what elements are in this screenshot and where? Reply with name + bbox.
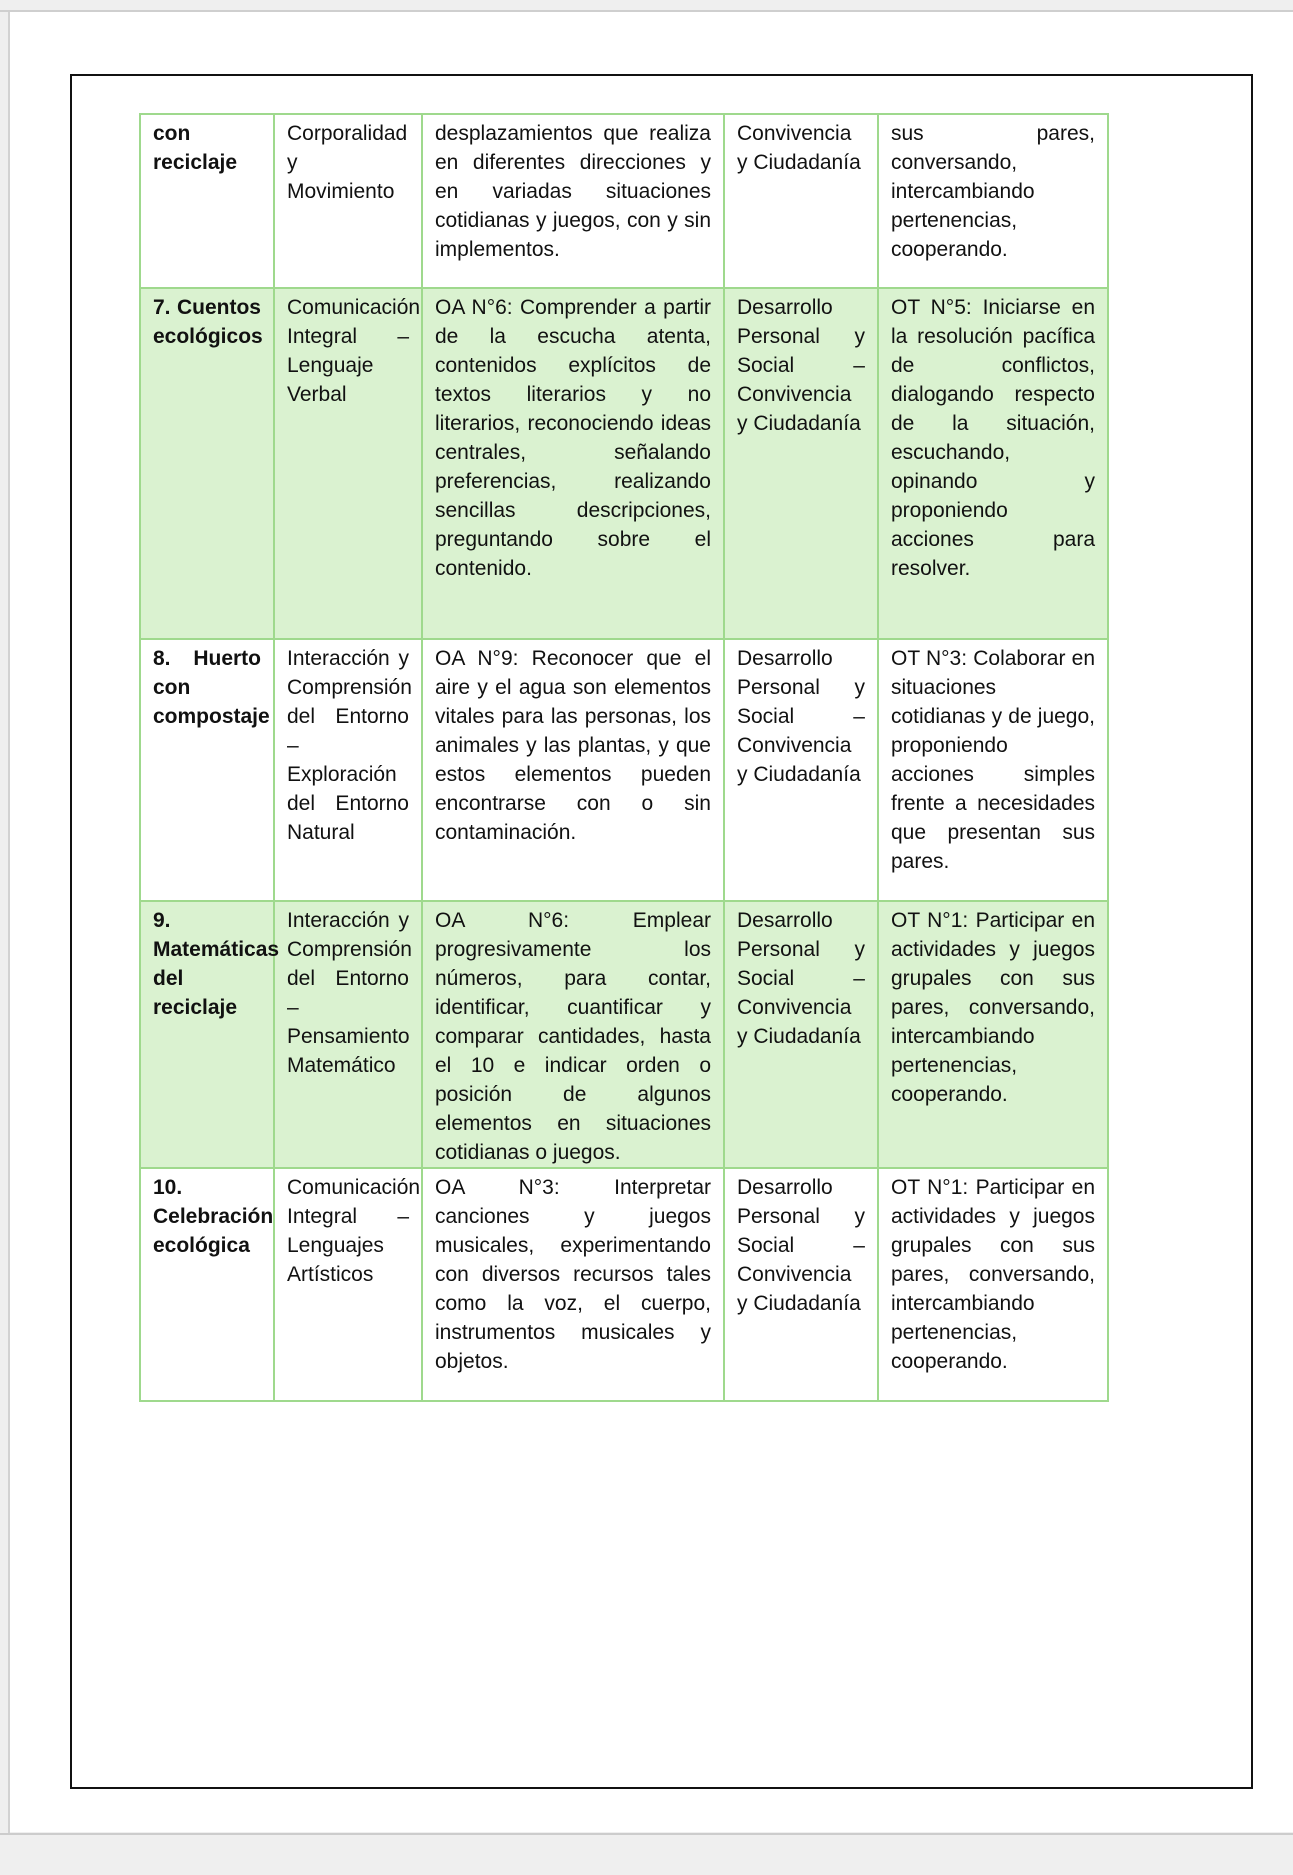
nucleo-ot-cell: Desarrollo Personal y Social – Convivencia y Ciudadanía	[724, 901, 878, 1168]
ambito-cell: Interacción y Comprensión del Entorno – Pensamiento Matemático	[274, 901, 422, 1168]
ot-cell: OT N°3: Colaborar en situaciones cotidianas y de juego, proponiendo acciones simples frente a necesidades que presentan sus pares.	[878, 639, 1108, 901]
activity-cell: 9. Matemáticas del reciclaje	[140, 901, 274, 1168]
table-row	[140, 901, 1108, 1168]
ot-cell: OT N°5: Iniciarse en la resolución pacífica de conflictos, dialogando respecto de la situación, escuchando, opinando y proponiendo acciones para resolver.	[878, 288, 1108, 639]
ot-cell: sus pares, conversando, intercambiando pertenencias, cooperando.	[878, 114, 1108, 288]
oa-cell: OA N°3: Interpretar canciones y juegos musicales, experimentando con diversos recursos tales como la voz, el cuerpo, instrumentos musicales y objetos.	[422, 1168, 724, 1401]
oa-cell: OA N°6: Comprender a partir de la escucha atenta, contenidos explícitos de textos literarios y no literarios, reconociendo ideas centrales, señalando preferencias, realizando sencillas descripciones, preguntando sobre el contenido.	[422, 288, 724, 639]
document-page	[10, 12, 1293, 1832]
nucleo-ot-cell: Desarrollo Personal y Social – Convivencia y Ciudadanía	[724, 639, 878, 901]
ambito-cell: Comunicación Integral – Lenguajes Artísticos	[274, 1168, 422, 1401]
oa-cell: OA N°9: Reconocer que el aire y el agua son elementos vitales para las personas, los animales y las plantas, y que estos elementos pueden encontrarse con o sin contaminación.	[422, 639, 724, 901]
viewer-bottom-divider	[0, 1833, 1293, 1835]
ot-cell: OT N°1: Participar en actividades y juegos grupales con sus pares, conversando, intercambiando pertenencias, cooperando.	[878, 1168, 1108, 1401]
table-row	[140, 288, 1108, 639]
table-row	[140, 639, 1108, 901]
table-row	[140, 114, 1108, 288]
planning-table	[139, 113, 1109, 1402]
nucleo-ot-cell: Desarrollo Personal y Social – Convivencia y Ciudadanía	[724, 288, 878, 639]
oa-cell: OA N°6: Emplear progresivamente los números, para contar, identificar, cuantificar y comparar cantidades, hasta el 10 e indicar orden o posición de algunos elementos en situaciones cotidianas o juegos.	[422, 901, 724, 1168]
oa-cell: desplazamientos que realiza en diferentes direcciones y en variadas situaciones cotidianas y juegos, con y sin implementos.	[422, 114, 724, 288]
activity-cell: 8. Huerto con compostaje	[140, 639, 274, 901]
activity-cell: con reciclaje	[140, 114, 274, 288]
ambito-cell: Corporalidad y Movimiento	[274, 114, 422, 288]
nucleo-ot-cell: Convivencia y Ciudadanía	[724, 114, 878, 288]
ambito-cell: Comunicación Integral – Lenguaje Verbal	[274, 288, 422, 639]
activity-cell: 10. Celebración ecológica	[140, 1168, 274, 1401]
ambito-cell: Interacción y Comprensión del Entorno – Exploración del Entorno Natural	[274, 639, 422, 901]
activity-cell: 7. Cuentos ecológicos	[140, 288, 274, 639]
ot-cell: OT N°1: Participar en actividades y juegos grupales con sus pares, conversando, intercambiando pertenencias, cooperando.	[878, 901, 1108, 1168]
nucleo-ot-cell: Desarrollo Personal y Social – Convivencia y Ciudadanía	[724, 1168, 878, 1401]
table-row	[140, 1168, 1108, 1401]
